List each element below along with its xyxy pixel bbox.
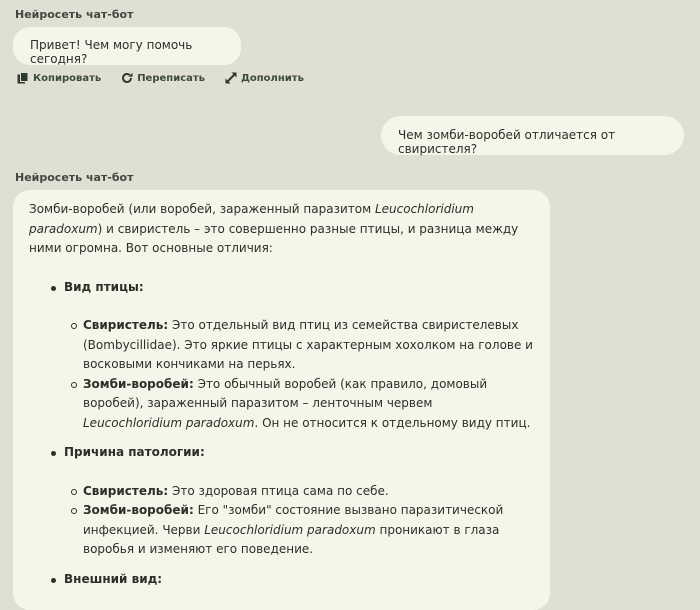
bot-answer-bubble [13, 190, 550, 610]
section-title: Причина патологии: [64, 445, 205, 459]
section-title: Вид птицы: [64, 279, 144, 294]
bot-greeting-bubble [13, 27, 241, 65]
copy-icon [17, 72, 29, 84]
rewrite-button[interactable] [121, 72, 205, 84]
message-actions [17, 72, 304, 84]
answer-intro: Зомби-воробей (или воробей, зараженный паразитом Leucochloridium paradoxum) и свиристель – это совершенно разные птицы, и разница между ними огромна. Вот основные отличия: [29, 202, 519, 255]
list-item [29, 570, 533, 590]
answer-content [13, 190, 550, 589]
list-item: Свиристель: Это отдельный вид птиц из семейства свиристелевых (Bombycillidae). Это яркие птицы с характерным хохолком на голове и восковыми кончиками на перьях. [29, 316, 533, 375]
list-item: Свиристель: Это здоровая птица сама по себе. [29, 482, 533, 502]
expand-icon [225, 72, 237, 84]
user-message-text: Чем зомби-воробей отличается от свиристеля? [398, 128, 616, 156]
list-item [29, 443, 533, 560]
bot-sender-name: Нейросеть чат-бот [15, 8, 134, 21]
refresh-icon [121, 72, 133, 84]
differences-list [29, 278, 533, 590]
sub-list [29, 482, 533, 560]
bot-sender-name-2: Нейросеть чат-бот [15, 171, 134, 184]
extend-button[interactable] [225, 72, 304, 84]
bot-greeting-text: Привет! Чем могу помочь сегодня? [30, 38, 193, 66]
list-item: Зомби-воробей: Это обычный воробей (как правило, домовый воробей), зараженный паразитом – ленточным червем Leucochloridium paradoxum. Он не относится к отдельному виду птиц. [29, 375, 533, 434]
user-message-bubble [381, 116, 684, 155]
section-title: Внешний вид: [64, 571, 163, 586]
list-item [29, 278, 533, 434]
copy-label: Копировать [33, 72, 102, 84]
rewrite-label: Переписать [137, 72, 205, 84]
sub-list [29, 316, 533, 433]
extend-label: Дополнить [241, 72, 304, 84]
list-item: Зомби-воробей: Его "зомби" состояние вызвано паразитической инфекцией. Черви Leucochloridium paradoxum проникают в глаза воробья и изменяют его поведение. [29, 501, 533, 560]
copy-button[interactable] [17, 72, 101, 84]
